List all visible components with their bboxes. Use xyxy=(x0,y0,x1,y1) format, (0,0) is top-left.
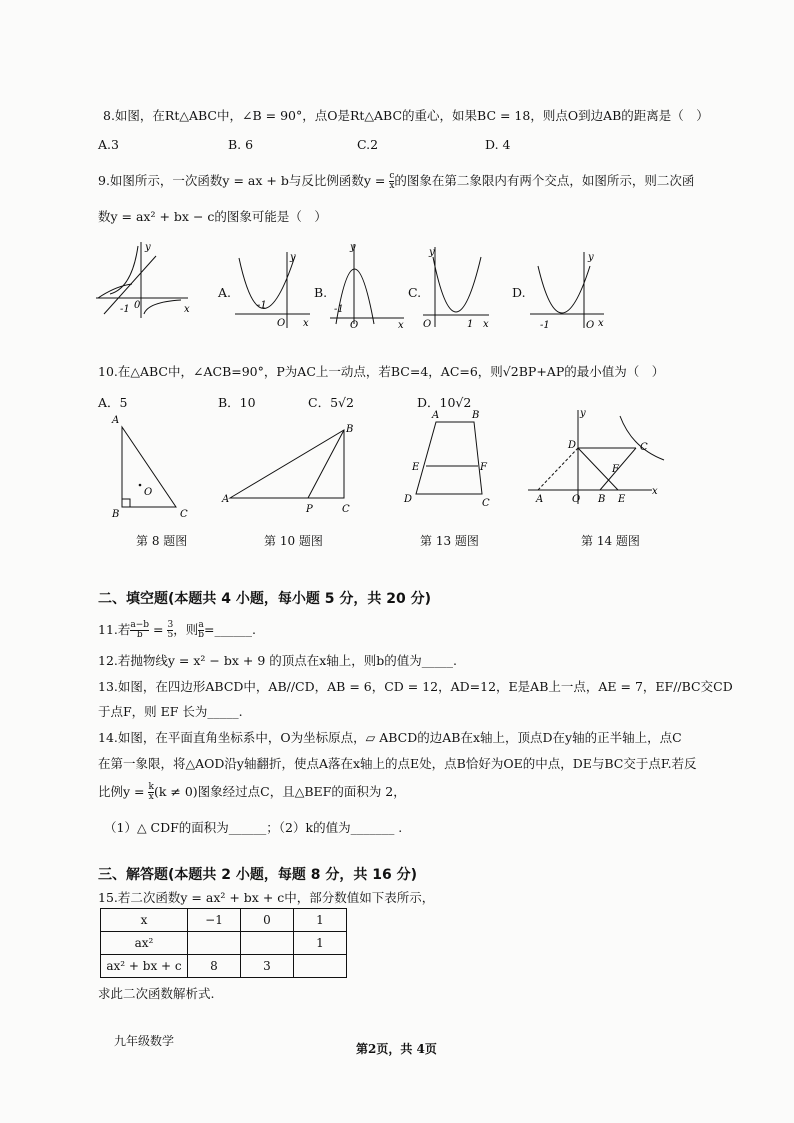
f8-label-o: O xyxy=(144,487,153,498)
figure-10 xyxy=(220,420,360,520)
f8-label-c: C xyxy=(180,509,188,520)
f10-label-b: B xyxy=(346,424,354,435)
figure-13 xyxy=(402,412,502,512)
q9-line1 xyxy=(98,171,694,191)
f14-label-b: B xyxy=(598,494,606,505)
q9-option-d: D. xyxy=(512,285,526,300)
q9-c-y-label: y xyxy=(429,247,435,258)
q11-mid2: ，则 xyxy=(173,622,199,637)
f13-label-a: A xyxy=(432,410,440,421)
table-cell: ax² xyxy=(101,932,188,955)
table-cell xyxy=(188,932,241,955)
f10-label-c: C xyxy=(342,504,350,515)
f14-label-o: O xyxy=(572,494,581,505)
q9-b-neg1-label: -1 xyxy=(334,304,344,315)
q9-graph-b xyxy=(330,242,410,331)
q8-option-c: C.2 xyxy=(357,137,379,152)
q9-reference-graph xyxy=(96,240,196,320)
f14-label-c: C xyxy=(640,442,648,453)
q8-text: 8.如图，在Rt△ABC中，∠B = 90°，点O是Rt△ABC的重心，如果BC = 18，则点O到边AB的距离是（ ） xyxy=(103,108,709,123)
table-cell: 3 xyxy=(241,955,294,978)
q9-d-x-label: x xyxy=(598,318,604,329)
figure-14 xyxy=(528,408,668,508)
q14-line1: 14.如图，在平面直角坐标系中，O为坐标原点，▱ ABCD的边AB在x轴上，顶点D在y轴的正半轴上，点C xyxy=(98,730,682,745)
q10-option-b: B．10 xyxy=(218,395,256,410)
f14-label-d: D xyxy=(568,440,577,451)
f14-label-e: E xyxy=(618,494,626,505)
f8-label-b: B xyxy=(112,509,120,520)
f14-label-y: y xyxy=(580,408,586,419)
footer-page-number: 第2页，共 4页 xyxy=(356,1042,437,1056)
section2-title: 二、填空题(本题共 4 小题，每小题 5 分，共 20 分) xyxy=(98,591,432,607)
f14-label-a: A xyxy=(536,494,544,505)
q9-graph-a xyxy=(235,250,315,330)
q11-f2-num: 3 xyxy=(167,620,174,630)
q9-ref-neg1-label: -1 xyxy=(120,304,130,315)
q9-graph-d xyxy=(530,250,610,330)
q9-option-a: A. xyxy=(218,285,232,300)
table-cell: ax² + bx + c xyxy=(101,955,188,978)
table-cell: 1 xyxy=(294,909,347,932)
q11-f1-num: a−b xyxy=(130,620,150,630)
q9-ref-y-label: y xyxy=(145,242,151,253)
figure-8 xyxy=(110,415,200,520)
f14-label-x: x xyxy=(652,486,658,497)
q9-a-x-label: x xyxy=(303,318,309,329)
q11-f2-den: 5 xyxy=(167,630,174,640)
q9-line1-post: 的图象在第二象限内有两个交点，如图所示，则二次函 xyxy=(394,173,695,188)
q9-c-x-label: x xyxy=(483,319,489,330)
f13-label-d: D xyxy=(404,494,413,505)
q9-b-o-label: O xyxy=(350,320,359,331)
q9-a-neg1-label: -1 xyxy=(257,300,267,311)
table-cell xyxy=(294,955,347,978)
q10-option-d: D．10√2 xyxy=(417,395,472,410)
q9-c-one-label: 1 xyxy=(467,319,474,330)
table-cell: x xyxy=(101,909,188,932)
q14-frac-den: x xyxy=(148,792,154,802)
q8-option-d: D. 4 xyxy=(485,137,511,152)
q13-line2: 于点F，则 EF 长为_____. xyxy=(98,704,243,719)
table-row xyxy=(101,932,347,955)
table-cell: 0 xyxy=(241,909,294,932)
f10-label-a: A xyxy=(222,494,230,505)
q9-option-b: B. xyxy=(314,285,328,300)
q12-text: 12.若抛物线y = x² − bx + 9 的顶点在x轴上，则b的值为_____. xyxy=(98,653,458,668)
f13-label-f: F xyxy=(480,462,487,473)
q9-a-y-label: y xyxy=(290,252,296,263)
q14-line4: （1）△ CDF的面积为______；（2）k的值为_______ . xyxy=(104,820,403,835)
q9-b-x-label: x xyxy=(398,320,404,331)
q10-option-c: C．5√2 xyxy=(308,395,354,410)
table-cell xyxy=(241,932,294,955)
q11-text xyxy=(98,620,256,640)
caption-fig13: 第 13 题图 xyxy=(420,534,479,548)
q9-graph-c xyxy=(423,247,503,330)
f8-label-a: A xyxy=(112,415,120,426)
q11-mid: = xyxy=(149,622,168,637)
table-row xyxy=(101,955,347,978)
q8-option-b: B. 6 xyxy=(228,137,254,152)
q9-frac-den: x xyxy=(389,181,395,191)
q9-frac-num: c xyxy=(389,171,395,181)
q15-ask: 求此二次函数解析式. xyxy=(98,986,215,1001)
f14-label-f: F xyxy=(612,464,619,475)
q9-d-y-label: y xyxy=(588,252,594,263)
q14-line2: 在第一象限，将△AOD沿y轴翻折，使点A落在x轴上的点E处，点B恰好为OE的中点，DE与BC交于点F.若反 xyxy=(98,756,697,771)
q15-table xyxy=(100,908,347,978)
q9-c-o-label: O xyxy=(423,319,432,330)
q11-fraction-1 xyxy=(130,621,149,640)
q9-line1-pre: 9.如图所示，一次函数y = ax + b与反比例函数y = xyxy=(98,173,390,188)
q15-text: 15.若二次函数y = ax² + bx + c中，部分数值如下表所示， xyxy=(98,890,435,905)
q9-ref-zero-label: 0 xyxy=(134,300,141,311)
table-cell: −1 xyxy=(188,909,241,932)
q9-option-c: C. xyxy=(408,285,422,300)
q9-ref-x-label: x xyxy=(184,304,190,315)
f13-label-e: E xyxy=(412,462,420,473)
q10-option-a: A．5 xyxy=(98,395,128,410)
q9-d-o-label: O xyxy=(586,320,595,331)
q14-line3 xyxy=(98,782,406,802)
table-row xyxy=(101,909,347,932)
q11-post: =______. xyxy=(204,622,256,637)
f13-label-b: B xyxy=(472,410,480,421)
f13-label-c: C xyxy=(482,498,490,509)
caption-fig10: 第 10 题图 xyxy=(264,534,323,548)
q14-frac-num: k xyxy=(148,782,154,792)
section3-title: 三、解答题(本题共 2 小题，每题 8 分，共 16 分) xyxy=(98,867,418,883)
q11-pre: 11.若 xyxy=(98,622,131,637)
q9-a-o-label: O xyxy=(277,318,286,329)
caption-fig8: 第 8 题图 xyxy=(136,534,188,548)
q8-option-a: A.3 xyxy=(98,137,119,152)
q11-f3-num: a xyxy=(198,620,204,630)
q10-text: 10.在△ABC中，∠ACB=90°，P为AC上一动点，若BC=4，AC=6，则√2BP+AP的最小值为（ ） xyxy=(98,364,665,379)
table-cell: 1 xyxy=(294,932,347,955)
q11-f1-den: b xyxy=(136,630,143,640)
q11-f3-den: b xyxy=(198,630,204,640)
q9-d-neg1-label: -1 xyxy=(540,320,550,331)
q13-line1: 13.如图，在四边形ABCD中，AB//CD，AB = 6，CD = 12，AD=12，E是AB上一点，AE = 7，EF//BC交CD xyxy=(98,679,733,694)
table-cell: 8 xyxy=(188,955,241,978)
q14-line3-pre: 比例y = xyxy=(98,784,149,799)
q14-line3-post: (k ≠ 0)图象经过点C，且△BEF的面积为 2， xyxy=(153,784,406,799)
f10-label-p: P xyxy=(306,504,313,515)
q9-b-y-label: y xyxy=(350,242,356,253)
q9-line2: 数y = ax² + bx − c的图象可能是（ ） xyxy=(98,209,327,224)
footer-grade: 九年级数学 xyxy=(114,1034,175,1048)
caption-fig14: 第 14 题图 xyxy=(581,534,640,548)
